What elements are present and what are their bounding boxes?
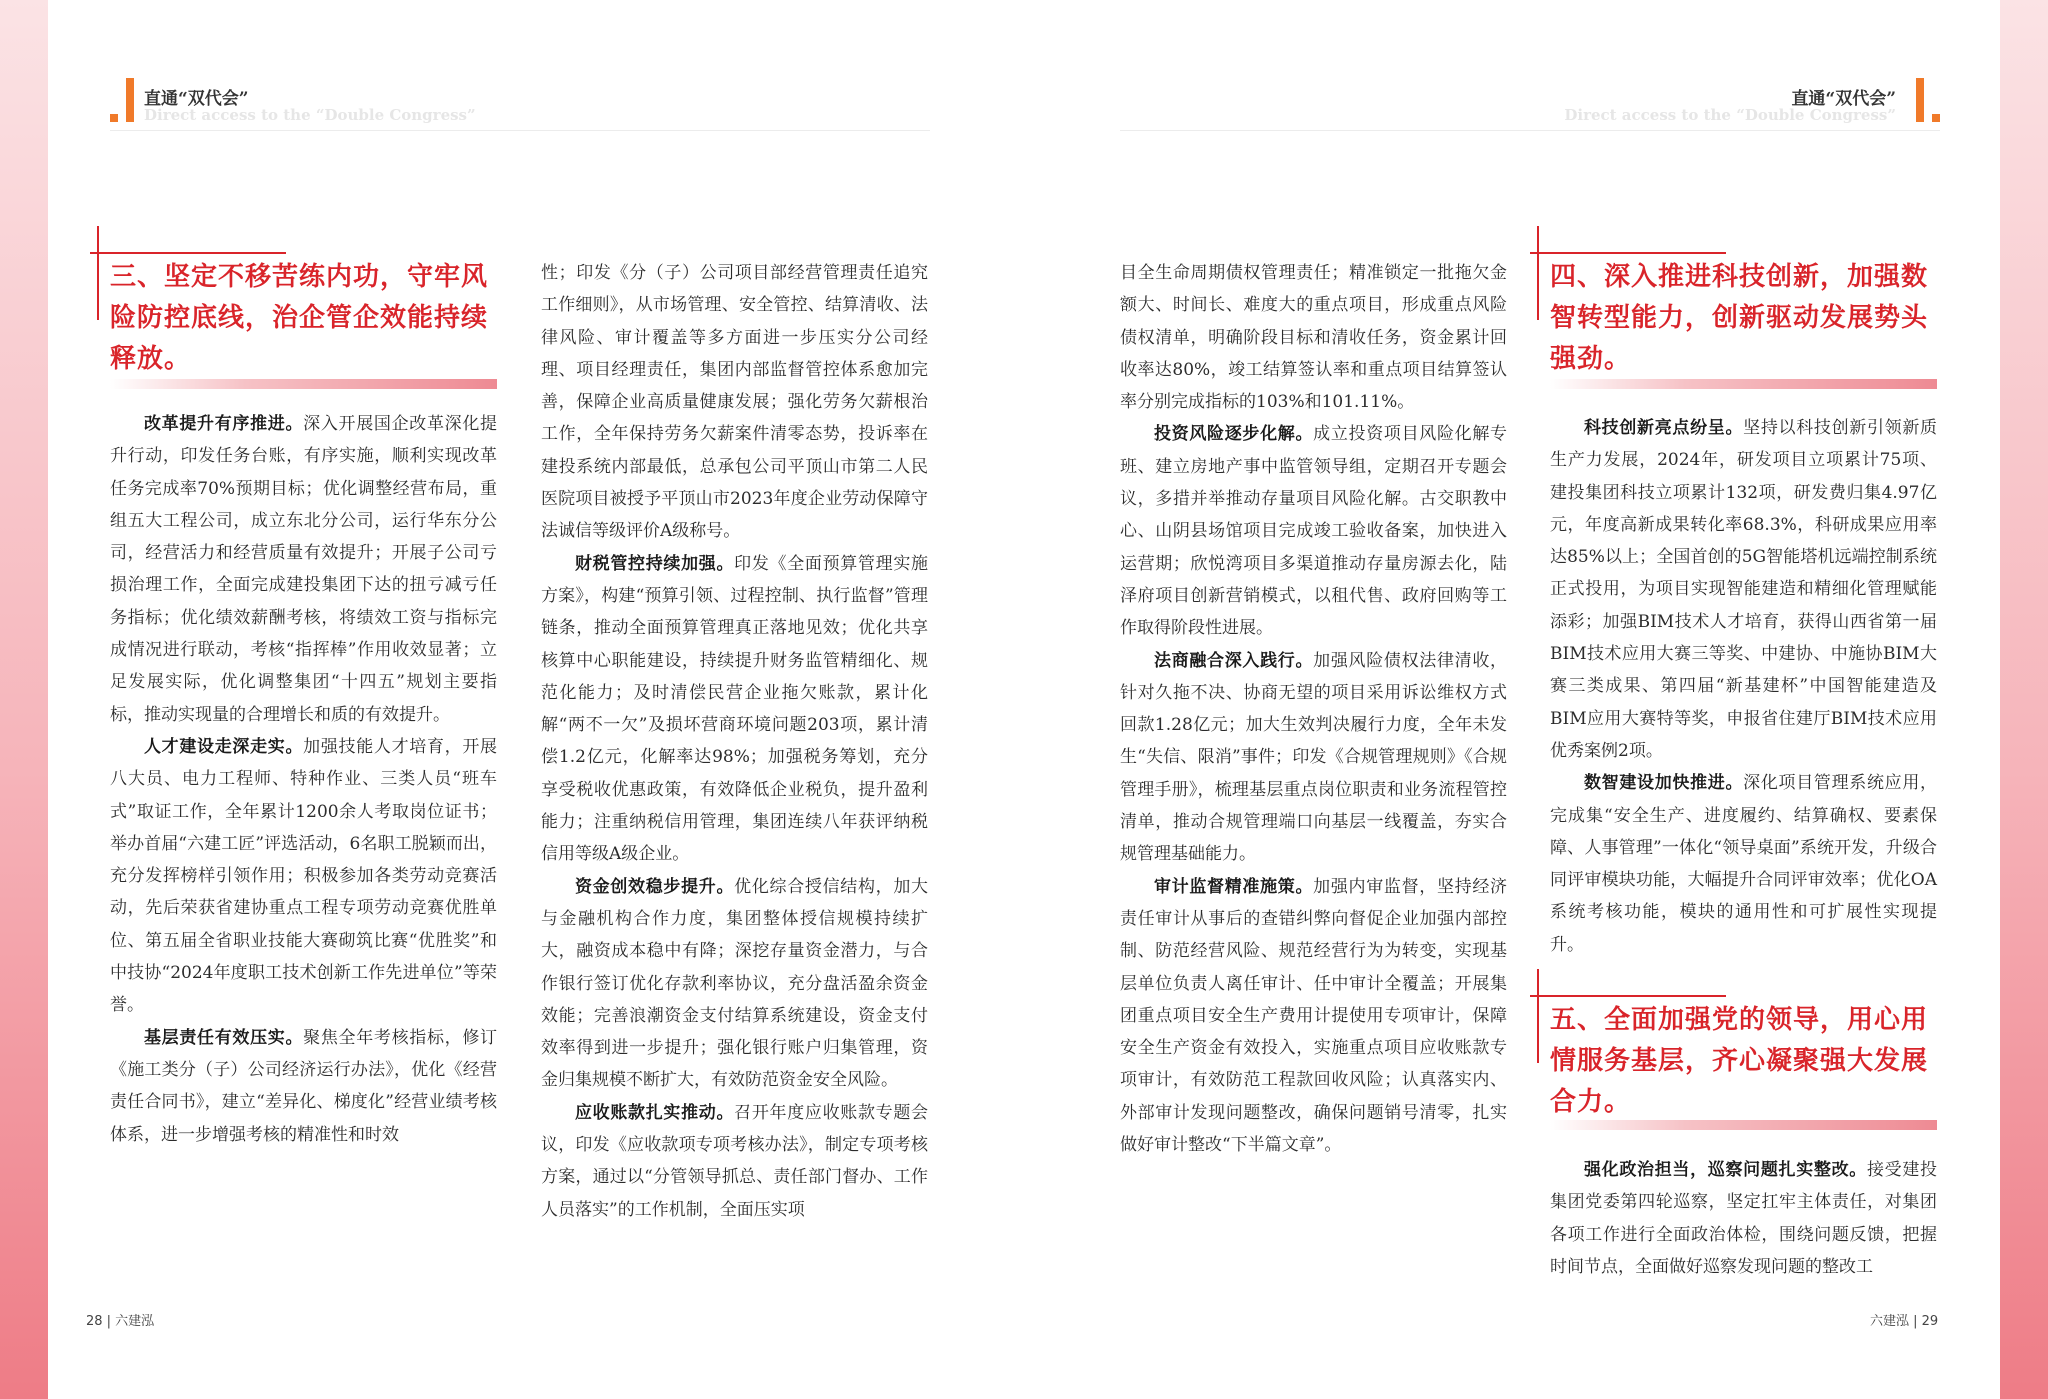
right-page-footer: 六建泓 | 29 [1870, 1314, 1939, 1329]
paragraph [1550, 412, 1937, 767]
paragraph-text: 目全生命周期债权管理责任；精准锁定一批拖欠金额大、时间长、难度大的重点项目，形成重点风险债权清单，明确阶段目标和清收任务，资金累计回收率达80%，竣工结算签认率和重点项目结算签认率分别完成指标的103%和101.11%。 [1120, 263, 1507, 413]
paragraph [541, 1097, 928, 1226]
heading-vertical-line [1537, 226, 1539, 320]
paragraph [110, 1022, 497, 1151]
paragraph-text: 深入开展国企改革深化提升行动，印发任务台账，有序实施，顺利实现改革任务完成率70%预期目标；优化调整经营布局，重组五大工程公司，成立东北分公司，运行华东分公司，经营活力和经营质量有效提升；开展子公司亏损治理工作，全面完成建投集团下达的扭亏减亏任务指标；优化绩效薪酬考核，将绩效工资与指标完成情况进行联动，考核“指挥棒”作用收效显著；立足发展实际，优化调整集团“十四五”规划主要指标，推动实现量的合理增长和质的有效提升。 [110, 414, 498, 725]
right-page-edge-decoration [2000, 0, 2048, 1399]
right-header-rule [1120, 130, 1940, 131]
paragraph-text: 印发《全面预算管理实施方案》，构建“预算引领、过程控制、执行监督”管理链条，推动全面预算管理真正落地见效；优化共享核算中心职能建设，持续提升财务监管精细化、规范化能力；及时清偿民营企业拖欠账款，累计化解“两不一欠”及损坏营商环境问题203项，累计清偿1.2亿元，化解率达98%；加强税务筹划，充分享受税收优惠政策，有效降低企业税负，提升盈利能力；注重纳税信用管理，集团连续八年获评纳税信用等级A级企业。 [541, 553, 929, 865]
heading-gradient-bar [110, 379, 497, 389]
paragraph-lead: 强化政治担当，巡察问题扎实整改。 [1584, 1160, 1867, 1180]
left-column-1 [110, 408, 497, 1151]
paragraph-text: 坚持以科技创新引领新质生产力发展，2024年，研发项目立项累计75项、建投集团科技立项累计132项，研发费归集4.97亿元，年度高新成果转化率68.3%，科研成果应用率达85%以上；全国首创的5G智能塔机远端控制系统正式投用，为项目实现智能建造和精细化管理赋能添彩；加强BIM技术人才培育，获得山西省第一届BIM技术应用大赛三等奖、中建协、中施协BIM大赛三类成果、第四届“新基建杯”中国智能建造及BIM应用大赛特等奖，申报省住建厅BIM技术应用优秀案例2项。 [1550, 418, 1938, 761]
paragraph-lead: 改革提升有序推进。 [144, 414, 304, 434]
paragraph-text: 召开年度应收账款专题会议，印发《应收款项专项考核办法》，制定专项考核方案，通过以“分管领导抓总、责任部门督办、工作人员落实”的工作机制，全面压实项 [541, 1102, 929, 1220]
paragraph-lead: 基层责任有效压实。 [144, 1027, 304, 1048]
section-4-title: 四、深入推进科技创新，加强数智转型能力，创新驱动发展势头强劲。 [1550, 262, 1929, 374]
header-accent-bar [126, 78, 134, 122]
section-5-title: 五、全面加强党的领导，用心用情服务基层，齐心凝聚强大发展合力。 [1550, 1005, 1929, 1117]
paragraph-lead: 应收账款扎实推动。 [575, 1102, 735, 1123]
paragraph [541, 257, 928, 548]
paragraph [110, 731, 497, 1022]
paragraph [541, 548, 928, 871]
right-column-2-top [1550, 412, 1937, 961]
paragraph [1550, 1154, 1937, 1283]
heading-gradient-bar [1550, 1120, 1937, 1130]
paragraph-lead: 科技创新亮点纷呈。 [1584, 418, 1744, 438]
left-page-edge-decoration [0, 0, 48, 1399]
paragraph [1120, 871, 1507, 1162]
paragraph [1120, 257, 1507, 418]
paragraph [1120, 645, 1507, 871]
paragraph-lead: 资金创效稳步提升。 [575, 876, 735, 897]
paragraph-text: 加强风险债权法律清收，针对久拖不决、协商无望的项目采用诉讼维权方式回款1.28亿元；加大生效判决履行力度，全年未发生“失信、限消”事件；印发《合规管理规则》《合规管理手册》，梳理基层重点岗位职责和业务流程管控清单，推动合规管理端口向基层一线覆盖，夯实合规管理基础能力。 [1120, 650, 1508, 865]
heading-horizontal-line [1530, 995, 1726, 997]
left-page-footer: 28 | 六建泓 [86, 1314, 155, 1329]
header-title-cn: 直通“双代会” [1791, 89, 1896, 109]
paragraph-text: 成立投资项目风险化解专班、建立房地产事中监管领导组，定期召开专题会议，多措并举推动存量项目风险化解。古交职教中心、山阴县场馆项目完成竣工验收备案，加快进入运营期；欣悦湾项目多渠道推动存量房源去化，陆泽府项目创新营销模式，以租代售、政府回购等工作取得阶段性进展。 [1120, 424, 1508, 639]
paragraph [1120, 418, 1507, 644]
paragraph-text: 加强内审监督，坚持经济责任审计从事后的查错纠弊向督促企业加强内部控制、防范经营风险、规范经营行为为转变，实现基层单位负责人离任审计、任中审计全覆盖；开展集团重点项目安全生产费用计提使用专项审计，保障安全生产资金有效投入，实施重点项目应收账款专项审计，有效防范工程款回收风险；认真落实内、外部审计发现问题整改，确保问题销号清零，扎实做好审计整改“下半篇文章”。 [1120, 876, 1508, 1156]
paragraph [541, 871, 928, 1097]
header-title-en: Direct access to the “Double Congress” [144, 106, 476, 124]
paragraph-text: 深化项目管理系统应用，完成集“安全生产、进度履约、结算确权、要素保障、人事管理”一体化“领导桌面”系统开发，升级合同评审模块功能，大幅提升合同评审效率；优化OA系统考核功能，模块的通用性和可扩展性实现提升。 [1550, 773, 1938, 955]
paragraph-lead: 人才建设走深走实。 [144, 736, 304, 757]
header-title-en: Direct access to the “Double Congress” [1564, 106, 1896, 124]
heading-gradient-bar [1550, 379, 1937, 389]
paragraph-lead: 法商融合深入践行。 [1154, 650, 1314, 671]
right-column-1 [1120, 257, 1507, 1161]
left-column-2 [541, 257, 928, 1226]
paragraph-text: 接受建投集团党委第四轮巡察，坚定扛牢主体责任，对集团各项工作进行全面政治体检，围绕问题反馈，把握时间节点，全面做好巡察发现问题的整改工 [1550, 1160, 1938, 1277]
right-column-2-bottom [1550, 1154, 1937, 1283]
heading-vertical-line [1537, 969, 1539, 1063]
paragraph-lead: 数智建设加快推进。 [1584, 773, 1744, 794]
header-accent-square [1932, 114, 1940, 122]
header-accent-square [110, 114, 118, 122]
paragraph-text: 性；印发《分（子）公司项目部经营管理责任追究工作细则》，从市场管理、安全管控、结算清收、法律风险、审计覆盖等多方面进一步压实分公司经理、项目经理责任，集团内部监督管控体系愈加完善，保障企业高质量健康发展；强化劳务欠薪根治工作，全年保持劳务欠薪案件清零态势，投诉率在建投系统内部最低，总承包公司平顶山市第二人民医院项目被授予平顶山市2023年度企业劳动保障守法诚信等级评价A级称号。 [541, 263, 928, 542]
header-accent-bar [1916, 78, 1924, 122]
paragraph [110, 408, 497, 731]
paragraph [1550, 767, 1937, 961]
paragraph-lead: 财税管控持续加强。 [575, 553, 735, 574]
paragraph-text: 聚焦全年考核指标，修订《施工类分（子）公司经济运行办法》，优化《经营责任合同书》，建立“差异化、梯度化”经营业绩考核体系，进一步增强考核的精准性和时效 [110, 1027, 498, 1145]
paragraph-lead: 审计监督精准施策。 [1154, 876, 1314, 897]
heading-horizontal-line [90, 252, 286, 254]
paragraph-text: 加强技能人才培育，开展八大员、电力工程师、特种作业、三类人员“班车式”取证工作，全年累计1200余人考取岗位证书；举办首届“六建工匠”评选活动，6名职工脱颖而出，充分发挥榜样引领作用；积极参加各类劳动竞赛活动，先后荣获省建协重点工程专项劳动竞赛优胜单位、第五届全省职业技能大赛砌筑比赛“优胜奖”和中技协“2024年度职工技术创新工作先进单位”等荣誉。 [110, 736, 498, 1016]
paragraph-text: 优化综合授信结构，加大与金融机构合作力度，集团整体授信规模持续扩大，融资成本稳中有降；深挖存量资金潜力，与合作银行签订优化存款利率协议，充分盘活盈余资金效能；完善浪潮资金支付结算系统建设，资金支付效率得到进一步提升；强化银行账户归集管理，资金归集规模不断扩大，有效防范资金安全风险。 [541, 876, 929, 1091]
header-title-cn: 直通“双代会” [144, 89, 249, 109]
section-3-title: 三、坚定不移苦练内功，守牢风险防控底线，治企管企效能持续释放。 [110, 262, 489, 374]
heading-vertical-line [97, 226, 99, 320]
heading-horizontal-line [1530, 252, 1726, 254]
left-header-rule [110, 130, 930, 131]
paragraph-lead: 投资风险逐步化解。 [1154, 424, 1314, 445]
